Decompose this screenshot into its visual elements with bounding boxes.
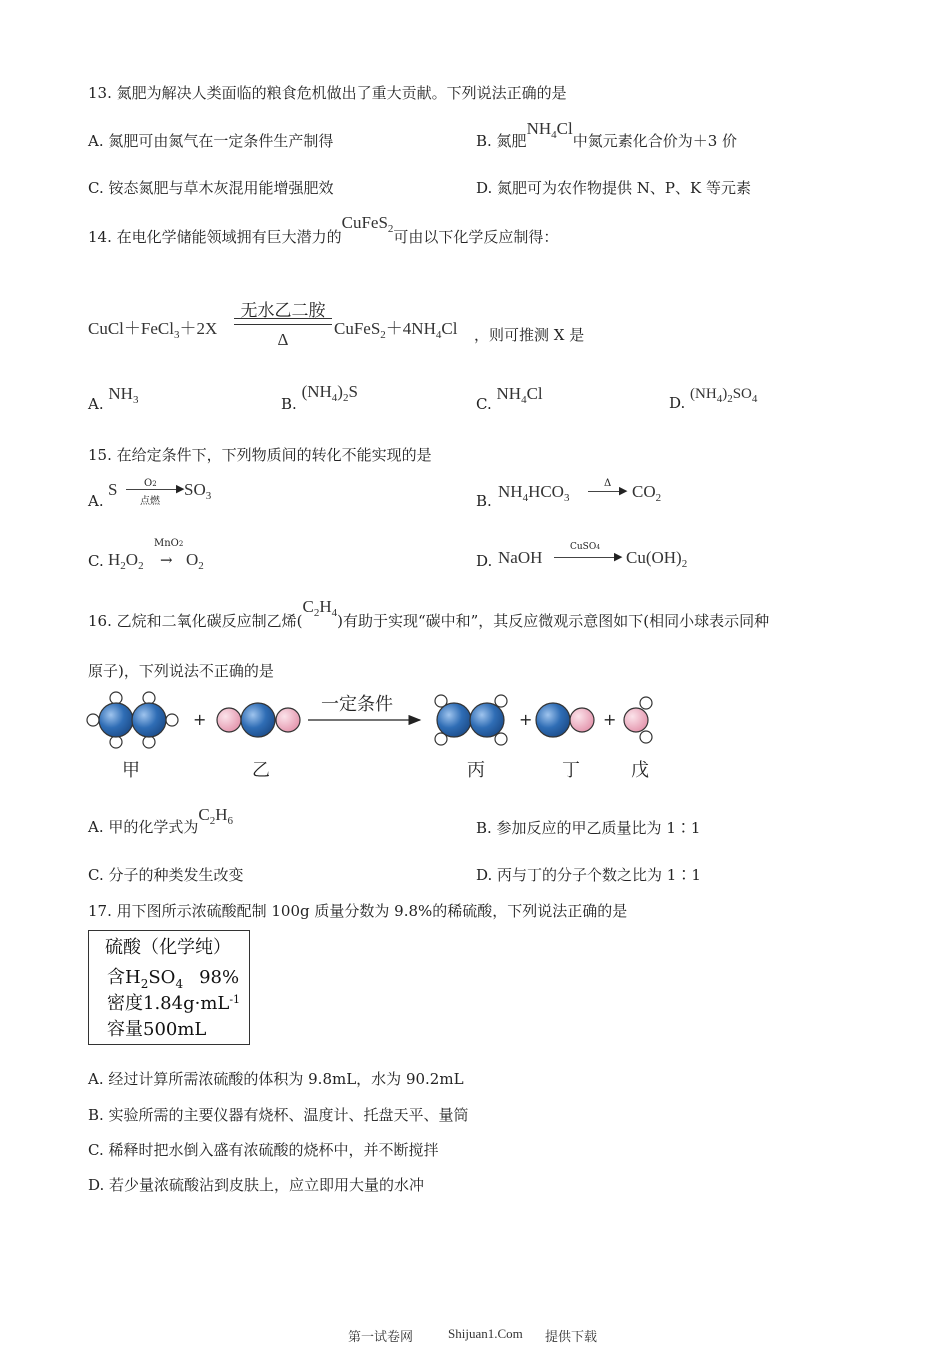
q16-option-d: D. 丙与丁的分子个数之比为 1∶1 — [476, 866, 701, 884]
molecule-yi — [217, 703, 300, 737]
label-ding: 丁 — [562, 760, 580, 781]
q16-stem-line2: 原子)，下列说法不正确的是 — [88, 662, 274, 680]
footer-site[interactable]: Shijuan1.Com — [448, 1326, 523, 1341]
q15-option-a: A. S O2 ▶ 点燃 $SO_3$ — [88, 478, 212, 510]
q14-equals-sign — [234, 318, 332, 325]
q14-option-c: C. $NH_4Cl$ — [476, 384, 543, 413]
reagent-label-volume: 容量500mL — [107, 1019, 207, 1040]
q16-option-a: A. 甲的化学式为$C_2H_6$ — [88, 805, 233, 836]
q14-condition-bottom: Δ — [277, 330, 289, 349]
q16-option-b: B. 参加反应的甲乙质量比为 1∶1 — [476, 819, 701, 837]
molecule-bing — [435, 695, 507, 745]
q14-option-a: A. $NH_3$ — [88, 384, 139, 413]
q15-a-arrow — [126, 489, 180, 490]
q14-option-d: D. $(NH_4)_2SO_4$ — [669, 386, 758, 412]
q17-option-d: D. 若少量浓硫酸沾到皮肤上，应立即用大量的水冲 — [88, 1176, 425, 1194]
label-bing: 丙 — [467, 760, 485, 781]
molecule-jia — [87, 692, 178, 748]
label-jia: 甲 — [122, 760, 140, 781]
q13-stem: 13. 氮肥为解决人类面临的粮食危机做出了重大贡献。下列说法正确的是 — [88, 84, 567, 102]
molecule-wu — [624, 697, 652, 743]
q14-stem: 14. 在电化学储能领域拥有巨大潜力的CuFeS$_2$可由以下化学反应制得： — [88, 213, 559, 246]
q15-stem: 15. 在给定条件下，下列物质间的转化不能实现的是 — [88, 446, 432, 464]
q13-option-c: C. 铵态氮肥与草木灰混用能增强肥效 — [88, 179, 334, 197]
q16-stem: 16. 乙烷和二氧化碳反应制乙烯$(C_2H_4)$有助于实现“碳中和”，其反应微观示意图如下(相同小球表示同种 — [88, 597, 770, 630]
q15-option-c: C. $H_2O_2$ MnO2 → $O_2$ — [88, 538, 204, 572]
label-yi: 乙 — [252, 760, 270, 781]
q14-option-b: B. $(NH_4)_2S$ — [281, 382, 358, 413]
footer-right: 提供下载 — [545, 1330, 598, 1345]
reagent-label — [88, 930, 250, 1045]
q17-option-a: A. 经过计算所需浓硫酸的体积为 9.8mL，水为 90.2mL — [88, 1070, 464, 1088]
plus-3: + — [603, 710, 617, 729]
label-wu: 戊 — [631, 760, 649, 781]
q16-reaction-diagram — [80, 684, 670, 784]
molecule-ding — [536, 703, 594, 737]
q15-option-b: B. $NH_4HCO_3$ Δ ▶ $CO_2$ — [476, 478, 662, 510]
q17-stem: 17. 用下图所示浓硫酸配制 100g 质量分数为 9.8%的稀硫酸，下列说法正确的是 — [88, 902, 628, 920]
plus-1: + — [193, 710, 207, 729]
reagent-label-content: 含$H_2SO_4$ 98% — [107, 967, 240, 991]
q14-condition-top: 无水乙二胺 — [240, 301, 326, 321]
q13-option-a: A. 氮肥可由氮气在一定条件生产制得 — [88, 132, 334, 150]
q16-option-c: C. 分子的种类发生改变 — [88, 866, 244, 884]
reagent-label-title: 硫酸（化学纯） — [105, 937, 231, 958]
footer-left: 第一试卷网 — [348, 1330, 414, 1345]
plus-2: + — [519, 710, 533, 729]
q15-d-arrow — [554, 557, 618, 558]
q13-option-b: B. 氮肥$NH_4Cl$中氮元素化合价为＋3 价 — [476, 119, 738, 150]
q13-option-d: D. 氮肥可为农作物提供 N、P、K 等元素 — [476, 179, 751, 197]
q15-option-d: D. NaOH CuSO4 ▶ $Cu(OH)_2$ — [476, 542, 688, 570]
q17-option-c: C. 稀释时把水倒入盛有浓硫酸的烧杯中，并不断搅拌 — [88, 1141, 439, 1159]
arrow-label: 一定条件 — [321, 694, 393, 715]
q17-option-b: B. 实验所需的主要仪器有烧杯、温度计、托盘天平、量筒 — [88, 1106, 469, 1124]
reagent-label-density: 密度$1.84g\cdot mL^{-1}$ — [107, 993, 241, 1014]
